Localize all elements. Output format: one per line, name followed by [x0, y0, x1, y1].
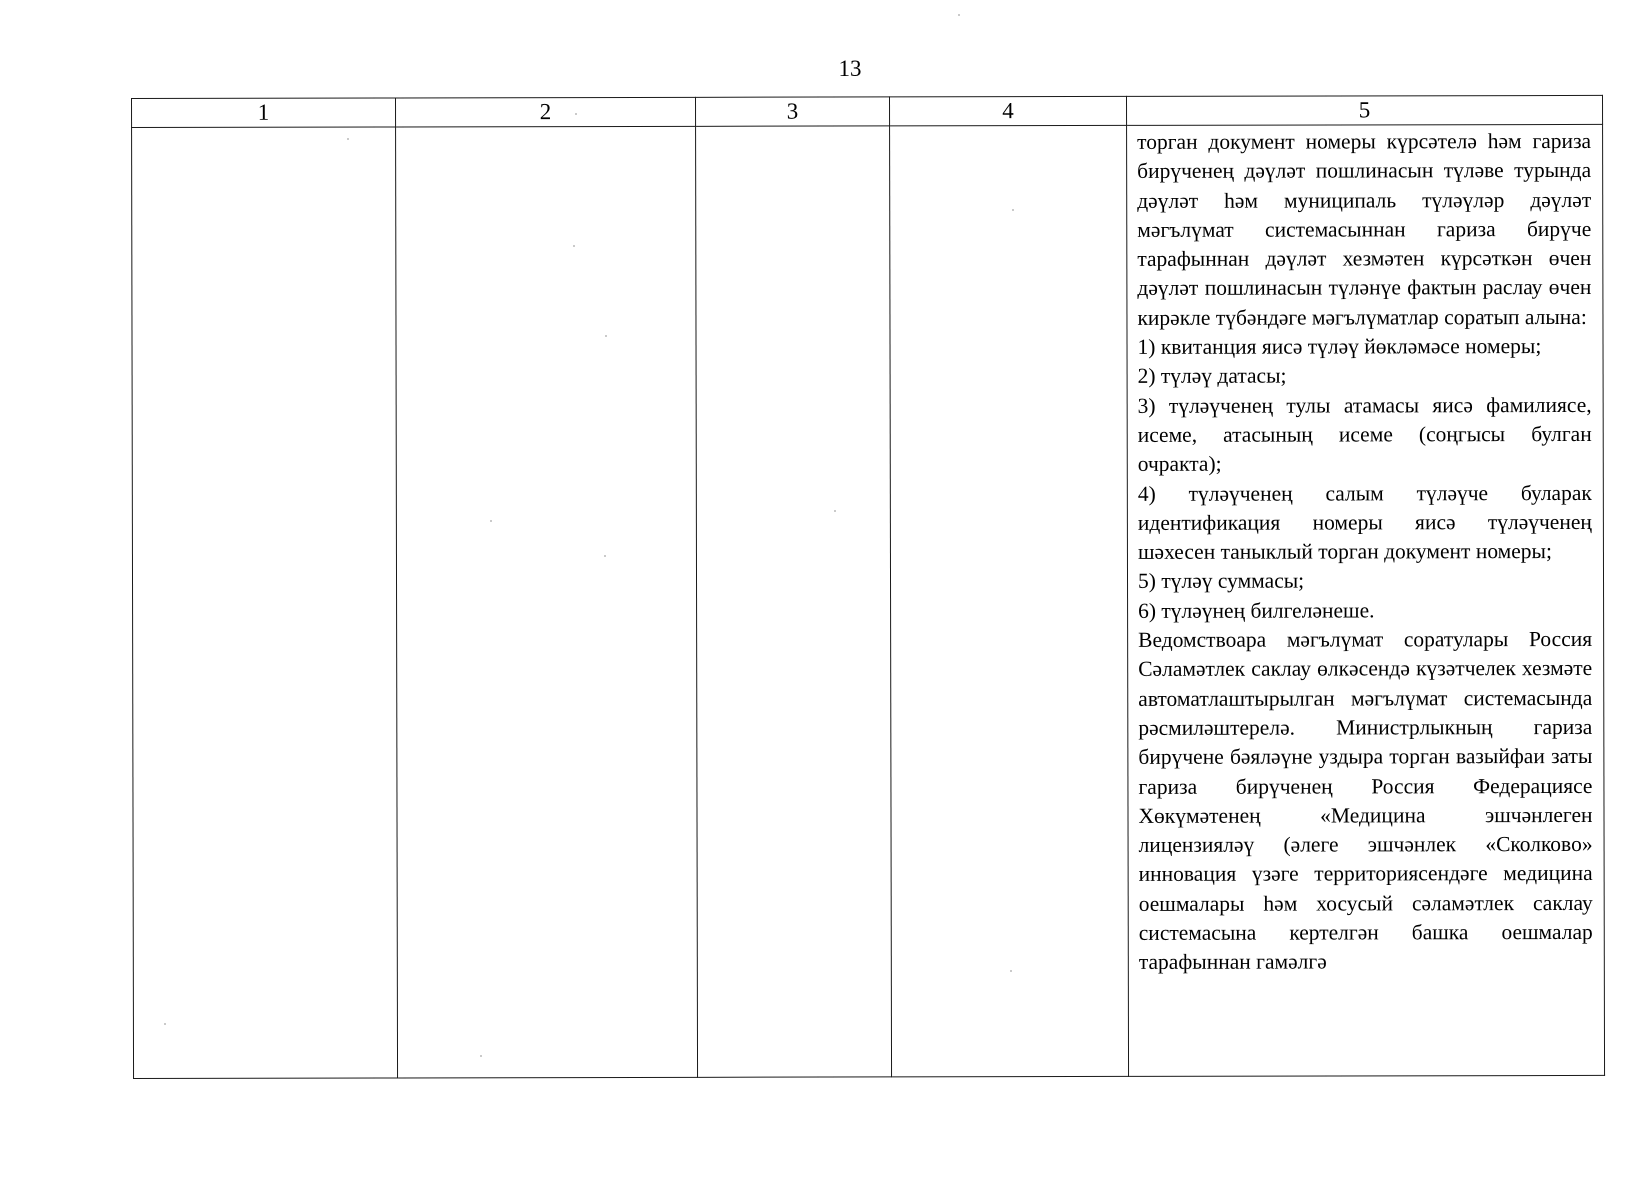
- scan-speck: [575, 113, 577, 115]
- scan-speck: [604, 555, 606, 557]
- document-table: [131, 95, 1605, 1079]
- list-item-5: 5) түләү суммасы;: [1137, 568, 1305, 594]
- cell-col-5: [1127, 124, 1605, 1076]
- table-header-row: [132, 95, 1603, 127]
- scan-speck: [1010, 970, 1012, 972]
- column-header-5: 5: [1126, 95, 1602, 125]
- column-header-4: 4: [889, 96, 1126, 125]
- list-item-6: 6) түләүнең билгеләнеше.: [1138, 598, 1375, 623]
- scan-speck: [490, 520, 492, 522]
- scan-speck: [605, 335, 607, 337]
- scan-speck: [1012, 209, 1014, 211]
- list-item-4: 4) түләүченең салым түләүче буларак идентификация номеры яисә түләүченең шәхесен таныклый торган документ номеры;: [1137, 480, 1592, 565]
- page-number: 13: [838, 56, 862, 81]
- scan-speck: [164, 1023, 166, 1025]
- list-item-3: 3) түләүченең тулы атамасы яисә фамилиясе, исеме, атасының исеме (соңгысы булган очракта);: [1137, 392, 1592, 477]
- scan-speck: [958, 14, 960, 16]
- paragraph-interagency: Ведомствоара мәгълүмат соратулары Россия Сәламәтлек саклау өлкәсендә күзәтчелек хезмәте автоматлаштырылган мәгълүмат системасында рәсмиләштерелә. Министрлыкның гариза бирүчене бәяләүне уздыра торган вазыйфаи заты гариза бирүченең Россия Федерациясе Хөкүмәтенең «Медицина эшчәнлеген лицензияләү (әлеге эшчәнлек «Сколково» инновация үзәге территориясендәге медицина оешмалары һәм хосусый сәламәтлек саклау системасына кертелгән башка оешмалар тарафыннан гамәлгә: [1138, 626, 1593, 975]
- cell-col-4: [890, 125, 1129, 1076]
- scan-speck: [480, 1055, 482, 1057]
- paragraph-intro: торган документ номеры күрсәтелә һәм гариза бирүченең дәүләт пошлинасын түләве турында дәүләт һәм муниципаль түләүләр дәүләт мәгълүмат системасыннан гариза бирүче тарафыннан дәүләт хезмәтен күрсәткән өчен дәүләт пошлинасын түләнүе фактын раслау өчен кирәкле түбәндәге мәгълүматлар соратып алына:: [1137, 128, 1592, 330]
- cell-col-2: [396, 126, 698, 1078]
- cell-col-3: [696, 126, 892, 1077]
- cell-col-5-text: [1127, 125, 1604, 1076]
- scan-speck: [347, 138, 349, 140]
- scan-speck: [573, 245, 575, 247]
- list-item-1: 1) квитанция яисә түләү йөкләмәсе номеры;: [1137, 334, 1542, 359]
- list-item-2: 2) түләү датасы;: [1137, 363, 1287, 389]
- cell-col-1: [132, 127, 398, 1079]
- scan-speck: [834, 510, 836, 512]
- column-header-1: 1: [132, 98, 396, 128]
- table-row: [132, 124, 1605, 1078]
- column-header-3: 3: [695, 97, 889, 126]
- column-header-2: 2: [396, 97, 696, 127]
